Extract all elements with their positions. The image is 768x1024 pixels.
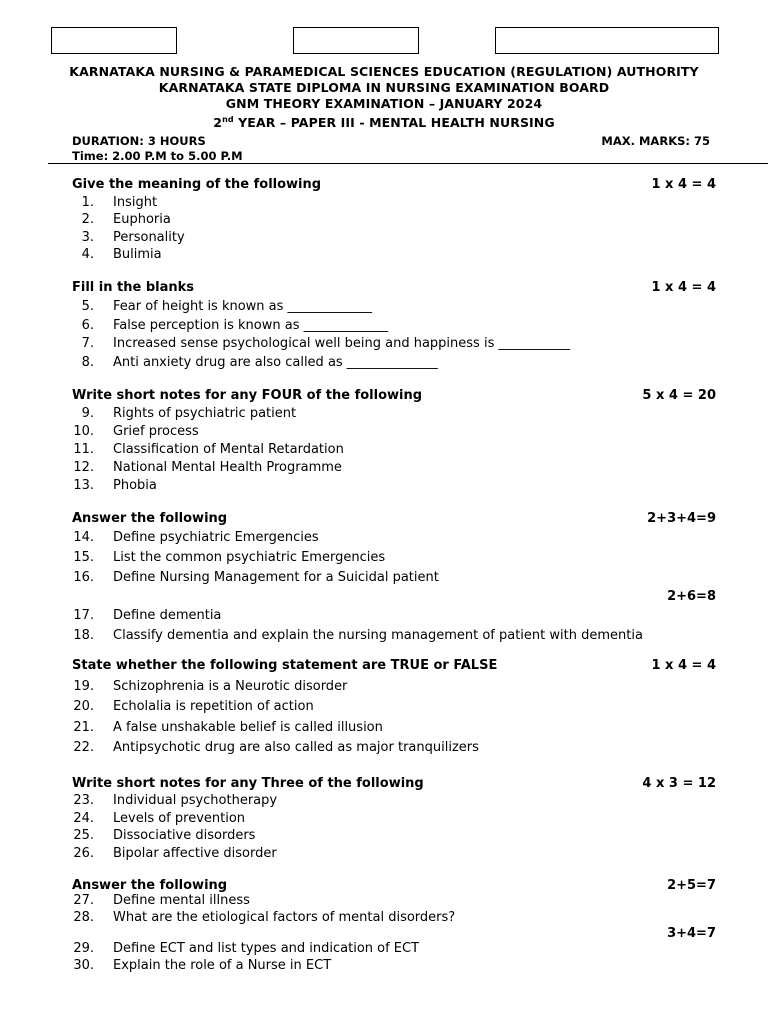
question-item: 24. Levels of prevention — [73, 811, 246, 826]
question-item: 30. Explain the role of a Nurse in ECT — [73, 958, 332, 973]
question-item: 22. Antipsychotic drug are also called as major tranquilizers — [73, 740, 479, 755]
question-item: 12. National Mental Health Programme — [73, 460, 342, 475]
header-divider — [48, 163, 768, 164]
section-title: Write short notes for any Three of the following — [72, 776, 424, 791]
question-item: 9. Rights of psychiatric patient — [81, 406, 297, 421]
paper-title: 2nd YEAR – PAPER III - MENTAL HEALTH NURSING — [213, 115, 555, 131]
question-item: 19. Schizophrenia is a Neurotic disorder — [73, 679, 348, 694]
question-item: 1. Insight — [81, 195, 158, 210]
question-item: 29. Define ECT and list types and indication of ECT — [73, 941, 420, 956]
exam-time: Time: 2.00 P.M to 5.00 P.M — [72, 149, 243, 163]
section-marks: 2+3+4=9 — [647, 511, 716, 526]
section-marks: 4 x 3 = 12 — [642, 776, 716, 791]
section-title: Write short notes for any FOUR of the following — [72, 388, 423, 403]
exam-name: GNM THEORY EXAMINATION – JANUARY 2024 — [225, 96, 543, 111]
question-item: 13. Phobia — [73, 478, 157, 493]
question-item: 15. List the common psychiatric Emergencies — [73, 550, 386, 565]
question-item: 27. Define mental illness — [73, 893, 250, 908]
duration-row — [72, 134, 712, 148]
question-item: 11. Classification of Mental Retardation — [73, 442, 344, 457]
question-item: 7. Increased sense psychological well being and happiness is ___________ — [81, 336, 570, 351]
register-number-box-1 — [51, 27, 177, 54]
section-marks: 1 x 4 = 4 — [651, 658, 716, 673]
section-title: Answer the following — [72, 511, 228, 526]
question-item: 16. Define Nursing Management for a Suicidal patient — [73, 570, 439, 585]
question-item: 10. Grief process — [73, 424, 199, 439]
question-item: 6. False perception is known as _____________ — [81, 318, 389, 333]
question-item: 20. Echolalia is repetition of action — [73, 699, 314, 714]
section-marks: 1 x 4 = 4 — [651, 280, 716, 295]
register-number-box-2 — [293, 27, 419, 54]
question-item: 21. A false unshakable belief is called illusion — [73, 720, 383, 735]
section-marks: 3+4=7 — [667, 926, 716, 941]
question-item: 14. Define psychiatric Emergencies — [73, 530, 319, 545]
section-title: State whether the following statement are TRUE or FALSE — [72, 658, 498, 673]
question-item: 26. Bipolar affective disorder — [73, 846, 277, 861]
max-marks: MAX. MARKS: 75 — [601, 134, 710, 148]
question-item: 5. Fear of height is known as _____________ — [81, 299, 373, 314]
section-marks: 1 x 4 = 4 — [651, 177, 716, 192]
section-title: Give the meaning of the following — [72, 177, 322, 192]
question-item: 3. Personality — [81, 230, 185, 245]
question-item: 2. Euphoria — [81, 212, 171, 227]
section-marks: 5 x 4 = 20 — [642, 388, 716, 403]
register-number-box-3 — [495, 27, 719, 54]
question-item: 8. Anti anxiety drug are also called as ______________ — [81, 355, 438, 370]
section-marks: 2+5=7 — [667, 878, 716, 893]
question-item: 17. Define dementia — [73, 608, 222, 623]
board-name: KARNATAKA STATE DIPLOMA IN NURSING EXAMINATION BOARD — [158, 80, 610, 95]
question-item: 4. Bulimia — [81, 247, 162, 262]
section-title: Answer the following — [72, 878, 228, 893]
duration: DURATION: 3 HOURS — [72, 134, 206, 148]
question-item: 23. Individual psychotherapy — [73, 793, 278, 808]
question-item: 25. Dissociative disorders — [73, 828, 256, 843]
section-title: Fill in the blanks — [72, 280, 194, 295]
question-item: 18. Classify dementia and explain the nursing management of patient with dementia — [73, 628, 643, 643]
exam-header — [0, 64, 768, 131]
authority-name: KARNATAKA NURSING & PARAMEDICAL SCIENCES EDUCATION (REGULATION) AUTHORITY — [69, 64, 699, 79]
section-marks: 2+6=8 — [667, 589, 716, 604]
question-item: 28. What are the etiological factors of mental disorders? — [73, 910, 456, 925]
